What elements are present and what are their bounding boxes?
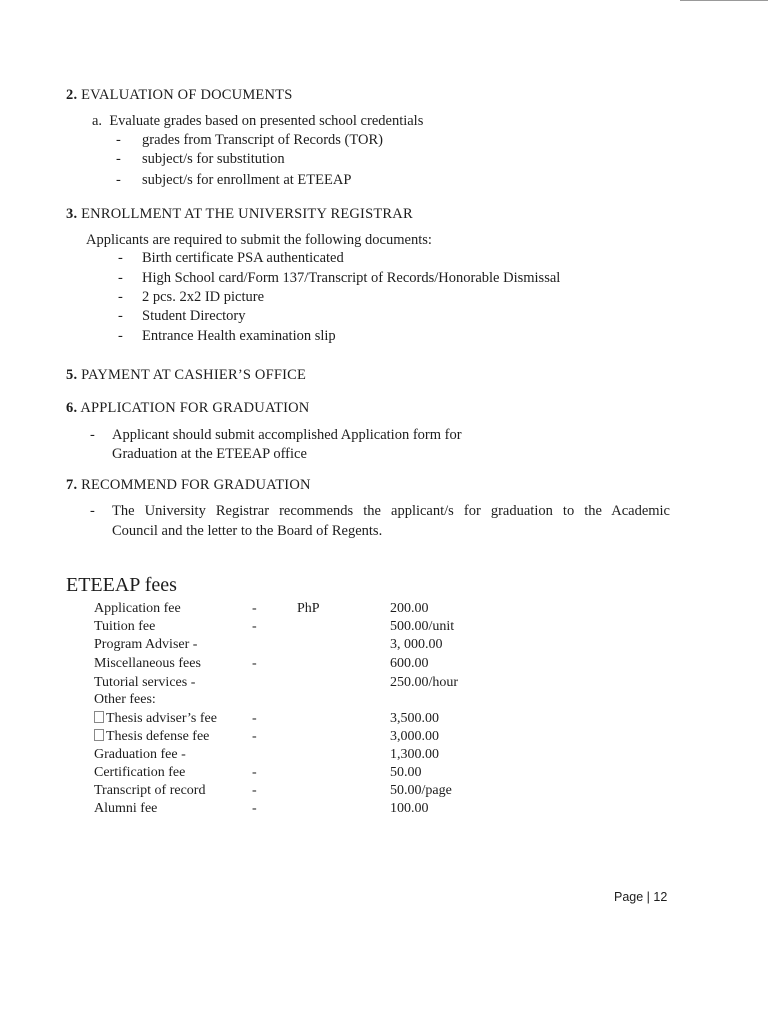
section-5-heading: 5. PAYMENT AT CASHIER’S OFFICE — [66, 367, 307, 383]
section-6-line-2: Graduation at the ETEEAP office — [112, 446, 307, 462]
section-6-line-1: Applicant should submit accomplished Application form for — [112, 427, 462, 443]
checkbox-icon — [94, 729, 104, 741]
fee-amount: 500.00/unit — [390, 619, 455, 634]
list-item: grades from Transcript of Records (TOR) — [142, 132, 383, 148]
list-item: Entrance Health examination slip — [142, 328, 336, 344]
fees-heading: ETEEAP fees — [66, 574, 177, 596]
fee-label: Thesis adviser’s fee — [106, 711, 217, 726]
section-6-heading: 6. APPLICATION FOR GRADUATION — [66, 400, 310, 416]
list-item: 2 pcs. 2x2 ID picture — [142, 289, 265, 305]
fee-row-thesis-adviser — [94, 711, 217, 727]
fee-amount: 3, 000.00 — [390, 637, 443, 652]
bullet-dash: - — [90, 503, 95, 519]
bullet-dash: - — [116, 151, 121, 167]
fee-amount: 50.00 — [390, 765, 422, 780]
top-right-rule — [680, 0, 768, 1]
fee-label: Other fees: — [94, 692, 156, 707]
list-item: Student Directory — [142, 308, 246, 324]
section-2-subitem: a. Evaluate grades based on presented school credentials — [92, 113, 424, 129]
fee-amount: 600.00 — [390, 656, 429, 671]
list-item: Birth certificate PSA authenticated — [142, 250, 344, 266]
bullet-dash: - — [116, 172, 121, 188]
fee-label: Tutorial services - — [94, 675, 196, 690]
bullet-dash: - — [116, 132, 121, 148]
fee-row-thesis-defense — [94, 729, 209, 745]
fees-currency: PhP — [297, 601, 320, 616]
fee-label: Program Adviser - — [94, 637, 198, 652]
section-7-line-2: Council and the letter to the Board of Regents. — [112, 523, 383, 539]
fee-dash: - — [252, 765, 257, 780]
section-3-intro: Applicants are required to submit the following documents: — [86, 232, 432, 248]
fee-amount: 250.00/hour — [390, 675, 459, 690]
section-7-heading: 7. RECOMMEND FOR GRADUATION — [66, 477, 311, 493]
section-2-heading: 2. EVALUATION OF DOCUMENTS — [66, 87, 293, 103]
fee-amount: 200.00 — [390, 601, 429, 616]
fee-amount: 1,300.00 — [390, 747, 439, 762]
fee-dash: - — [252, 801, 257, 816]
bullet-dash: - — [118, 328, 123, 344]
section-7-line-1: The University Registrar recommends the applicant/s for graduation to the Academic — [112, 503, 670, 519]
page-number: Page | 12 — [614, 890, 668, 904]
fee-dash: - — [252, 729, 257, 744]
list-item: subject/s for substitution — [142, 151, 285, 167]
bullet-dash: - — [118, 250, 123, 266]
fee-label: Tuition fee — [94, 619, 156, 634]
fee-label: Certification fee — [94, 765, 186, 780]
fee-label: Alumni fee — [94, 801, 158, 816]
fee-amount: 50.00/page — [390, 783, 452, 798]
bullet-dash: - — [118, 270, 123, 286]
fee-label: Graduation fee - — [94, 747, 186, 762]
fee-label: Transcript of record — [94, 783, 206, 798]
checkbox-icon — [94, 711, 104, 723]
fee-dash: - — [252, 601, 257, 616]
bullet-dash: - — [90, 427, 95, 443]
bullet-dash: - — [118, 308, 123, 324]
fee-dash: - — [252, 619, 257, 634]
list-item: subject/s for enrollment at ETEEAP — [142, 172, 352, 188]
fee-amount: 3,500.00 — [390, 711, 439, 726]
fee-label: Application fee — [94, 601, 181, 616]
fee-label: Thesis defense fee — [106, 729, 210, 744]
fee-amount: 3,000.00 — [390, 729, 439, 744]
fee-dash: - — [252, 656, 257, 671]
fee-dash: - — [252, 711, 257, 726]
section-3-heading: 3. ENROLLMENT AT THE UNIVERSITY REGISTRAR — [66, 206, 413, 222]
fee-amount: 100.00 — [390, 801, 429, 816]
fee-dash: - — [252, 783, 257, 798]
bullet-dash: - — [118, 289, 123, 305]
fee-label: Miscellaneous fees — [94, 656, 201, 671]
list-item: High School card/Form 137/Transcript of Records/Honorable Dismissal — [142, 270, 561, 286]
